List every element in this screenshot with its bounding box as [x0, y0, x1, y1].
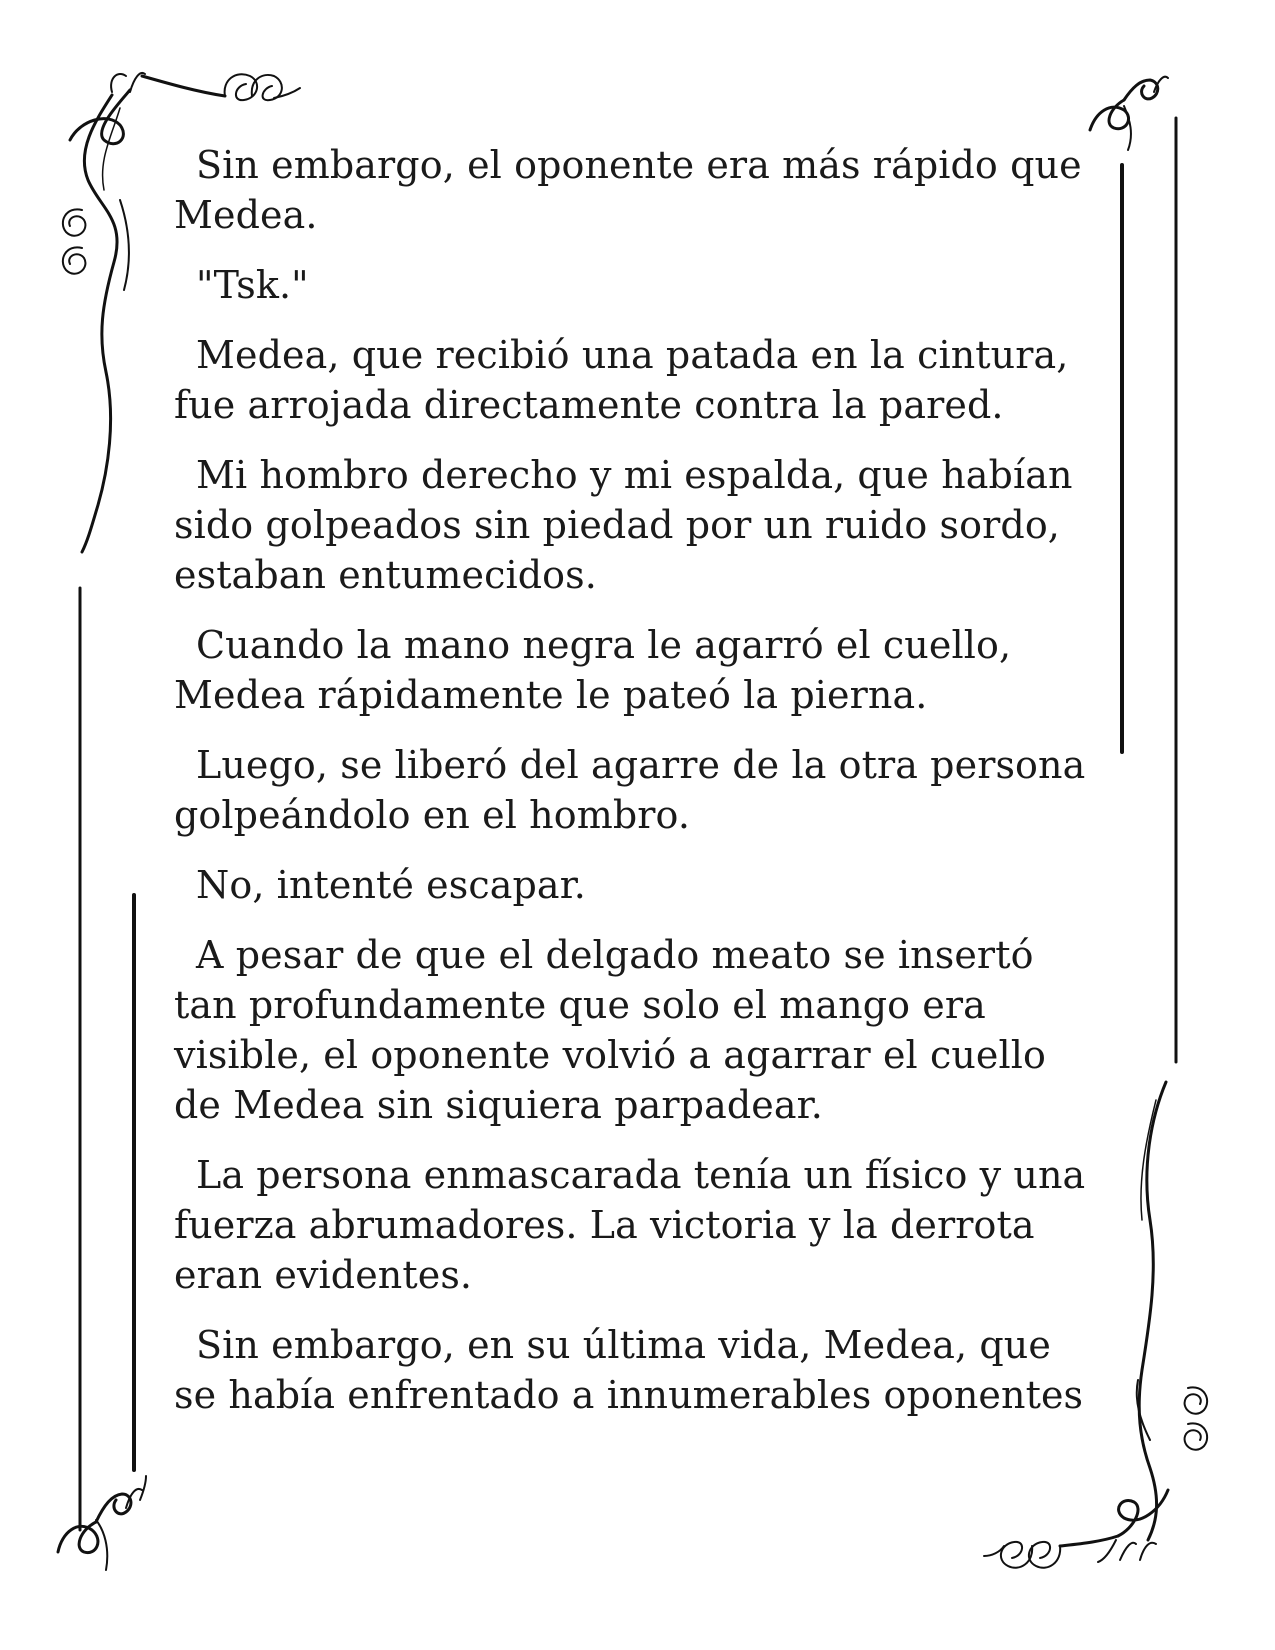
paragraph: Mi hombro derecho y mi espalda, que habían sido golpeados sin piedad por un ruido sordo, estaban entumecidos.	[174, 453, 1073, 597]
bottom-left-flourish-icon	[58, 1476, 146, 1570]
paragraph: Cuando la mano negra le agarró el cuello, Medea rápidamente le pateó la pierna.	[174, 623, 1012, 717]
top-right-flourish-icon	[1090, 77, 1168, 150]
story-text	[174, 140, 1104, 1440]
paragraph: No, intenté escapar.	[196, 863, 586, 907]
paragraph: La persona enmascarada tenía un físico y una fuerza abrumadores. La victoria y la derrota eran evidentes.	[174, 1153, 1086, 1297]
paragraph: Medea, que recibió una patada en la cintura, fue arrojada directamente contra la pared.	[174, 333, 1069, 427]
paragraph: "Tsk."	[196, 263, 309, 307]
paragraph: A pesar de que el delgado meato se insertó tan profundamente que solo el mango era visible, el oponente volvió a agarrar el cuello de Medea sin siquiera parpadear.	[174, 933, 1047, 1127]
paragraph: Luego, se liberó del agarre de la otra persona golpeándolo en el hombro.	[174, 743, 1086, 837]
paragraph: Sin embargo, el oponente era más rápido que Medea.	[174, 143, 1082, 237]
paragraph: Sin embargo, en su última vida, Medea, que se había enfrentado a innumerables oponentes	[174, 1323, 1084, 1417]
